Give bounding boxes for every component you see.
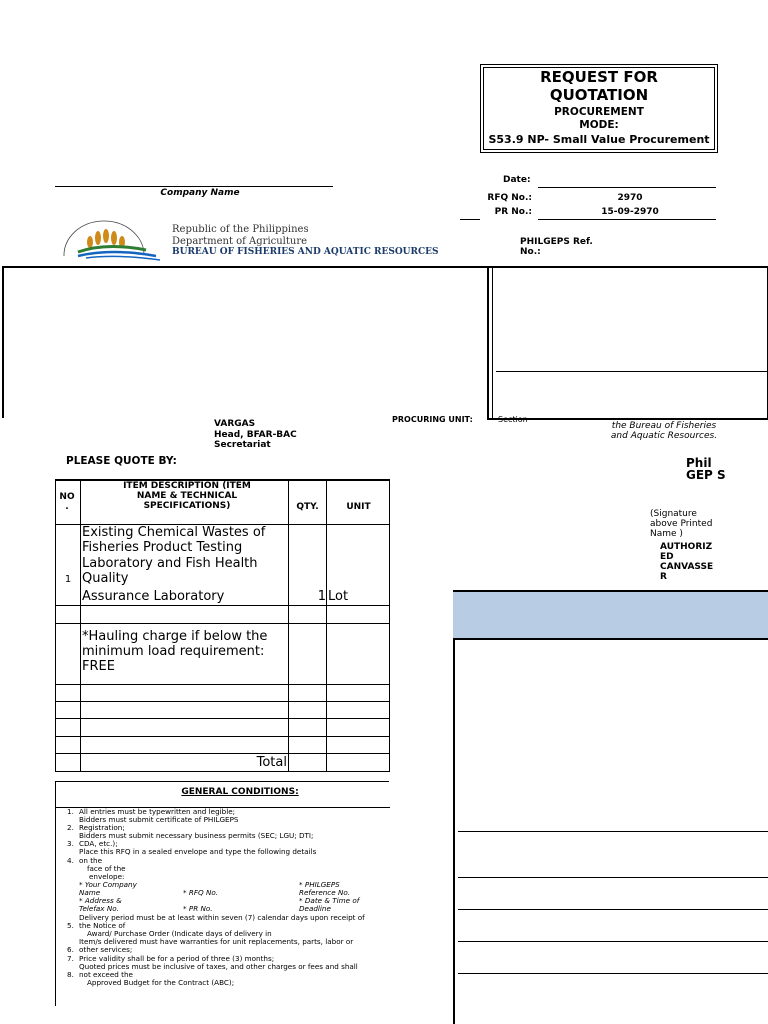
gc-line-12: Name bbox=[79, 888, 101, 897]
gc-line-5: CDA, etc.); bbox=[79, 839, 118, 848]
gc-num-1: 1. bbox=[67, 807, 74, 816]
gc-line-14: Reference No. bbox=[299, 888, 351, 897]
gc-num-6: 6. bbox=[67, 945, 74, 954]
gc-line-6: Place this RFQ in a sealed envelope and type the following details bbox=[79, 847, 317, 856]
gc-line-21: the Notice of bbox=[79, 921, 126, 930]
gc-line-3: Registration; bbox=[79, 823, 125, 832]
date-line bbox=[538, 187, 716, 188]
item1-description: Existing Chemical Wastes of Fisheries Product Testing Laboratory and Fish Health Quality bbox=[82, 525, 266, 586]
gc-num-2: 2. bbox=[67, 823, 74, 832]
gc-line-22: Award/ Purchase Order (Indicate days of delivery in bbox=[87, 929, 272, 938]
gc-line-2: Bidders must submit certificate of PHILGEPS bbox=[79, 815, 239, 824]
philgeps-ref-label: PHILGEPS Ref. No.: bbox=[520, 237, 593, 257]
gc-line-1: All entries must be typewritten and legible; bbox=[79, 807, 236, 816]
signatory-name: VARGAS bbox=[214, 419, 256, 429]
company-name-label: Company Name bbox=[160, 188, 240, 198]
agency-name-line1: Republic of the Philippines bbox=[172, 224, 309, 235]
gc-line-24: other services; bbox=[79, 945, 133, 954]
col-header-description: ITEM DESCRIPTION (ITEM NAME & TECHNICAL SPECIFICATIONS) bbox=[123, 481, 251, 511]
gc-line-8: face of the bbox=[87, 864, 126, 873]
blank-box-right bbox=[487, 266, 768, 420]
gc-line-15: * Address & bbox=[79, 896, 122, 905]
item2-description: *Hauling charge if below the minimum load requirement: FREE bbox=[82, 629, 268, 674]
gc-line-20: Delivery period must be at least within seven (7) calendar days upon receipt of bbox=[79, 913, 365, 922]
general-conditions-title: GENERAL CONDITIONS: bbox=[181, 787, 299, 797]
agency-name-line2: Department of Agriculture bbox=[172, 236, 308, 247]
item-table bbox=[55, 480, 390, 772]
signatory-title-2: Secretariat bbox=[214, 440, 271, 450]
gc-num-7: 7. bbox=[67, 954, 74, 963]
general-conditions bbox=[55, 781, 390, 1006]
gc-line-25: Price validity shall be for a period of three (3) months; bbox=[79, 954, 275, 963]
blank-box-left bbox=[2, 266, 489, 418]
procurement-mode-value: S53.9 NP- Small Value Procurement bbox=[488, 133, 710, 146]
gc-line-23: Item/s delivered must have warranties for unit replacements, parts, labor or bbox=[79, 937, 354, 946]
gc-num-3: 3. bbox=[67, 839, 74, 848]
gc-line-10: * Your Company bbox=[79, 880, 137, 889]
gc-line-18: * PR No. bbox=[183, 904, 213, 913]
date-label: Date: bbox=[503, 175, 531, 185]
philgeps-logo: Phil GEP S bbox=[686, 456, 726, 482]
pr-no-value: 15-09-2970 bbox=[601, 207, 659, 217]
item1-qty: 1 bbox=[317, 589, 326, 604]
item1-unit: Lot bbox=[328, 589, 349, 604]
procurement-mode-label: PROCUREMENT MODE: bbox=[554, 106, 644, 131]
gc-line-26: Quoted prices must be inclusive of taxes, and other charges or fees and shall bbox=[79, 962, 358, 971]
section-label: Section bbox=[498, 415, 528, 424]
department-of-agriculture-seal bbox=[56, 216, 164, 264]
total-label: Total bbox=[256, 755, 287, 770]
right-panel-header-band bbox=[453, 604, 768, 640]
signatory-title-1: Head, BFAR-BAC bbox=[214, 430, 297, 440]
gc-line-4: Bidders must submit necessary business permits (SEC; LGU; DTI; bbox=[79, 831, 314, 840]
gc-line-28: Approved Budget for the Contract (ABC); bbox=[87, 978, 235, 987]
item1-no: 1 bbox=[64, 574, 72, 585]
rfq-title: REQUEST FOR QUOTATION bbox=[540, 68, 658, 104]
gc-line-11: * PHILGEPS bbox=[299, 880, 340, 889]
authorized-canvasser: AUTHORIZ ED CANVASSE R bbox=[660, 542, 714, 582]
bureau-note: the Bureau of Fisheries and Aquatic Resources. bbox=[610, 421, 718, 441]
gc-num-4: 4. bbox=[67, 856, 74, 865]
gc-line-16: * Date & Time of bbox=[299, 896, 360, 905]
company-name-line bbox=[55, 186, 333, 187]
gc-line-9: envelope: bbox=[89, 872, 125, 881]
gc-line-7: on the bbox=[79, 856, 103, 865]
right-form-panel bbox=[453, 590, 768, 1024]
gc-num-5: 5. bbox=[67, 921, 74, 930]
signature-note: (Signature above Printed Name ) bbox=[650, 509, 713, 539]
gc-line-27: not exceed the bbox=[79, 970, 133, 979]
rfq-no-value: 2970 bbox=[617, 193, 643, 203]
gc-num-8: 8. bbox=[67, 970, 74, 979]
please-quote-label: PLEASE QUOTE BY: bbox=[66, 455, 177, 467]
col-header-unit: UNIT bbox=[346, 502, 371, 512]
agency-name-line3: BUREAU OF FISHERIES AND AQUATIC RESOURCES bbox=[172, 247, 439, 257]
gc-line-17: Telefax No. bbox=[79, 904, 119, 913]
col-header-qty: QTY. bbox=[296, 502, 319, 512]
gc-line-19: Deadline bbox=[299, 904, 331, 913]
rfq-title-box bbox=[480, 64, 718, 153]
col-header-no: NO . bbox=[59, 492, 75, 512]
rfq-no-label: RFQ No.: bbox=[487, 193, 532, 203]
pr-no-label: PR No.: bbox=[494, 207, 532, 217]
gc-line-13: * RFQ No. bbox=[183, 888, 219, 897]
item1-description-cont: Assurance Laboratory bbox=[82, 589, 225, 604]
procuring-unit-label: PROCURING UNIT: bbox=[392, 415, 473, 424]
